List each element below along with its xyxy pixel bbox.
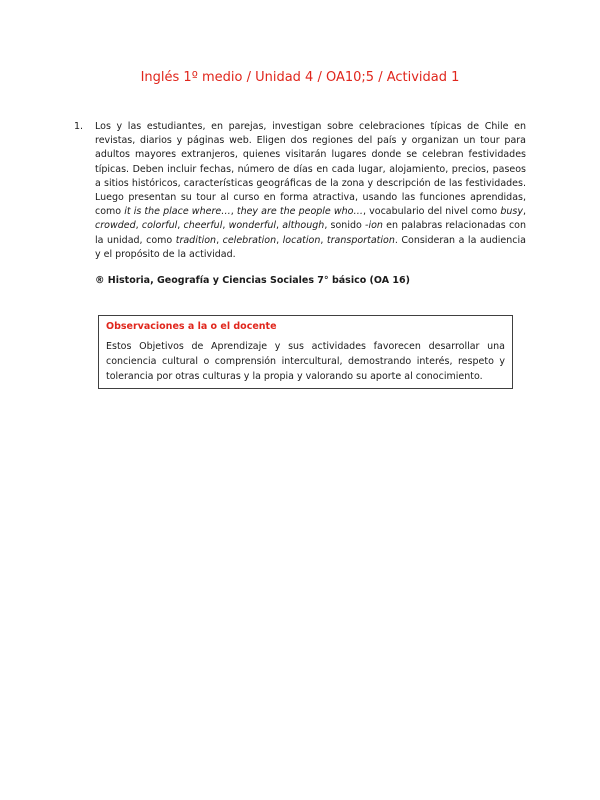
text-segment: , vocabulario del nivel como: [363, 206, 501, 218]
page-title: Inglés 1º medio / Unidad 4 / OA10;5 / Actividad 1: [140, 70, 460, 85]
vocabulary-word: busy: [500, 206, 523, 218]
text-segment: Los y las estudiantes, en parejas, investigan sobre celebraciones típicas de Chile en revistas, diarios y páginas web. Eligen dos regiones del país y organizan un tour para adultos mayores extranjeros, quienes visitarán lugares donde se celebran festividades típicas. Deben incluir fechas, número de días en cada lugar, alojamiento, precios, paseos a sitios históricos, características geográficas de la zona y descripción de las festividades. Luego presentan su tour al curso en forma atractiva, usando las funciones aprendidas, como: [95, 121, 526, 218]
separator: ,: [522, 206, 526, 218]
example-word: tradition: [175, 234, 217, 246]
separator: ,: [275, 220, 283, 232]
observations-title: Observaciones a la o el docente: [106, 321, 277, 332]
vocabulary-word: colorful: [141, 220, 178, 232]
item-number: 1.: [74, 121, 84, 132]
example-phrase: they are the people who…: [236, 206, 363, 218]
example-word: celebration: [222, 234, 277, 246]
oa-reference: ® Historia, Geografía y Ciencias Sociales 7° básico (OA 16): [95, 275, 410, 286]
separator: ,: [135, 220, 142, 232]
example-phrase: it is the place where…: [124, 206, 231, 218]
separator: ,: [222, 220, 229, 232]
vocabulary-word: wonderful: [228, 220, 276, 232]
sound-example: -ion: [365, 220, 383, 232]
separator: ,: [216, 234, 223, 246]
separator: ,: [276, 234, 283, 246]
text-segment: en palabras relacionadas con la unidad, como: [95, 220, 527, 246]
observations-box: [98, 315, 513, 389]
text-segment: . Consideran a la audiencia y el propósito de la actividad.: [95, 234, 526, 260]
text-segment: , sonido: [324, 220, 366, 232]
observations-body: Estos Objetivos de Aprendizaje y sus actividades favorecen desarrollar una conciencia cultural o comprensión intercultural, demostrando interés, respeto y tolerancia por otras culturas y la propia y valorando su aporte al conocimiento.: [106, 341, 505, 382]
example-word: transportation: [326, 234, 395, 246]
example-word: location: [282, 234, 321, 246]
activity-description: [95, 120, 526, 262]
activity-list: [74, 120, 526, 262]
separator: ,: [320, 234, 327, 246]
text-segment: ,: [230, 206, 237, 218]
separator: ,: [177, 220, 184, 232]
vocabulary-word: although: [282, 220, 325, 232]
vocabulary-word: crowded: [95, 220, 136, 232]
list-item: [74, 120, 526, 262]
vocabulary-word: cheerful: [183, 220, 223, 232]
